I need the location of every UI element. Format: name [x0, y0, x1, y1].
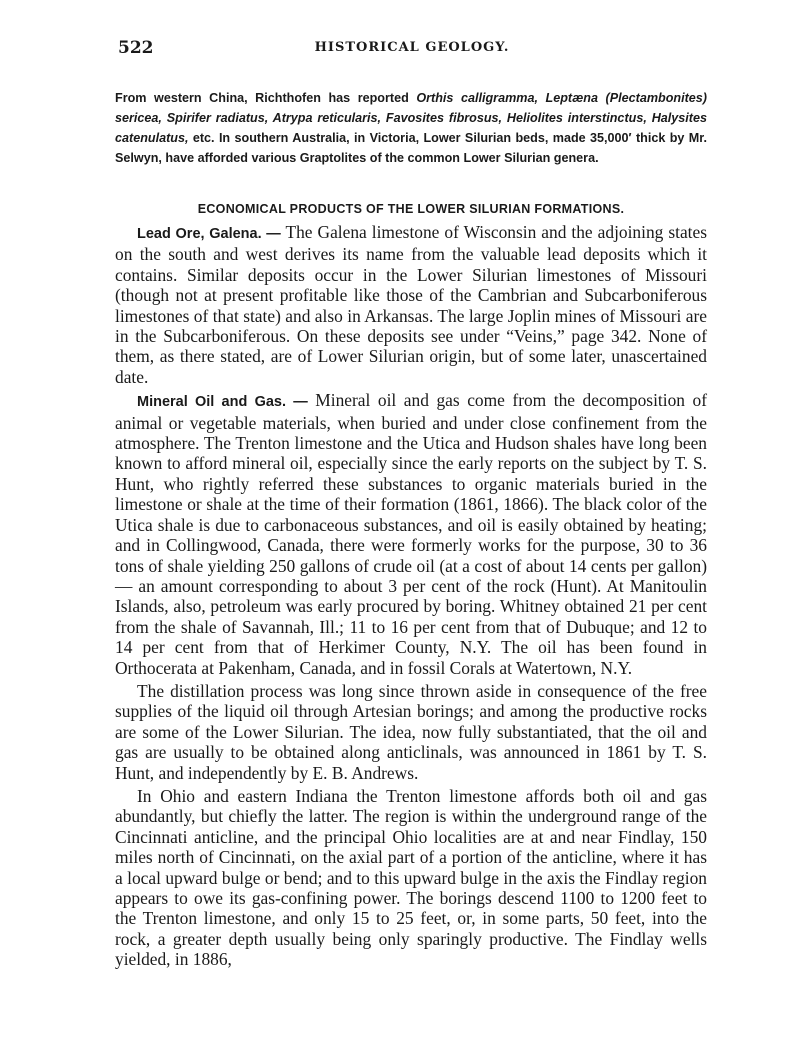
- paragraph-lead-ore: [115, 222, 707, 387]
- intro-text-1: From western China, Richthofen has reported: [115, 91, 417, 105]
- body-text: [115, 222, 707, 973]
- paragraph-ohio-indiana: [115, 786, 707, 970]
- section-heading: ECONOMICAL PRODUCTS OF THE LOWER SILURIAN FORMATIONS.: [197, 202, 625, 216]
- paragraph-lead-heading: Mineral Oil and Gas. —: [137, 394, 308, 411]
- paragraph-text: The Galena limestone of Wisconsin and the adjoining states on the south and west derives its name from the valuable lead deposits which it contains. Similar deposits occur in the Lower Silurian limestones of Missouri (though not at present profitable like those of the Cambrian and Subcarboniferous limestones of that state) and also in Arkansas. The large Joplin mines of Missouri are in the Subcarboniferous. On these deposits see under “Veins,” page 342. None of them, as there stated, are of Lower Silurian origin, but of some later, unascertained date.: [115, 222, 707, 387]
- intro-text-2: etc. In southern Australia, in Victoria, Lower Silurian beds, made 35,000′ thick by Mr. Selwyn, have afforded various Graptolites of the common Lower Silurian genera.: [115, 131, 707, 165]
- running-title: HISTORICAL GEOLOGY.: [314, 40, 510, 55]
- paragraph-mineral-oil: [115, 390, 707, 678]
- page-number: 522: [118, 38, 154, 58]
- running-head: [118, 38, 706, 62]
- paragraph-lead-heading: Lead Ore, Galena. —: [137, 226, 281, 242]
- paragraph-text: In Ohio and eastern Indiana the Trenton limestone affords both oil and gas abundantly, but chiefly the latter. The region is within the underground range of the Cincinnati anticline, and the principal Ohio localities are at and near Findlay, 150 miles north of Cincinnati, on the axial part of a portion of the anticline, where it has a local upward bulge or bend; and to this upward bulge in the axis the Findlay region appears to owe its gas-confining power. The borings descend 1100 to 1200 feet to the Trenton limestone, and only 15 to 25 feet, or, in some parts, 50 feet, into the rock, a greater depth usually being only sparingly productive. The Findlay wells yielded, in 1886,: [115, 785, 707, 970]
- intro-paragraph: [115, 88, 707, 168]
- paragraph-distillation: [115, 681, 707, 783]
- intro-species-list: Orthis calligramma, Leptæna (Plectambonites) sericea, Spirifer radiatus, Atrypa reticularis, Favosites fibrosus, Heliolites interstinctus, Halysites catenulatus,: [115, 91, 707, 145]
- paragraph-text: Mineral oil and gas come from the decomposition of animal or vegetable materials, when buried and under close confinement from the atmosphere. The Trenton limestone and the Utica and Hudson shales have long been known to afford mineral oil, especially since the early reports on the subject by T. S. Hunt, who rightly referred these substances to organic materials buried in the limestone or shale at the time of their formation (1861, 1866). The black color of the Utica shale is due to carbonaceous substances, and oil is easily obtained by heating; and in Collingwood, Canada, there were formerly works for the purpose, 30 to 36 tons of shale yielding 250 gallons of crude oil (at a cost of about 14 cents per gallon) — an amount corresponding to about 3 per cent of the rock (Hunt). At Manitoulin Islands, also, petroleum was early procured by boring. Whitney obtained 21 per cent from the shale of Savannah, Ill.; 11 to 16 per cent from that of Dubuque; and 12 to 14 per cent from that of Herkimer County, N.Y. The oil has been found in Orthocerata at Pakenham, Canada, and in fossil Corals at Watertown, N.Y.: [115, 390, 707, 678]
- paragraph-text: The distillation process was long since thrown aside in consequence of the free supplies of the liquid oil through Artesian borings; and among the productive rocks are some of the Lower Silurian. The idea, now fully substantiated, that the oil and gas are usually to be obtained along anticlinals, was announced in 1861 by T. S. Hunt, and independently by E. B. Andrews.: [115, 680, 707, 783]
